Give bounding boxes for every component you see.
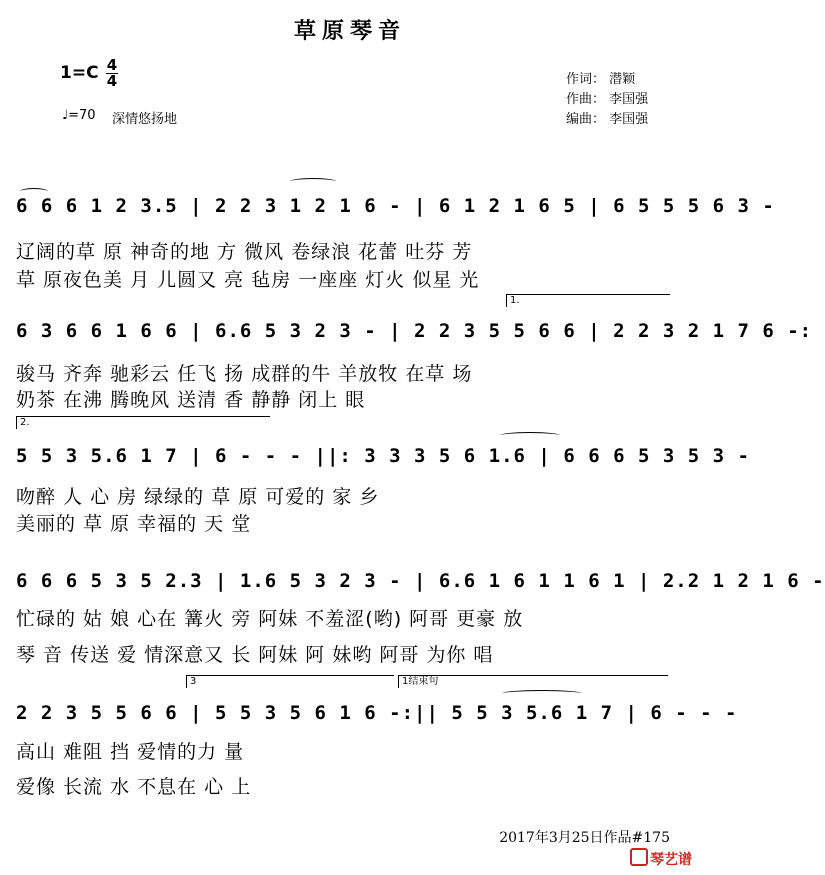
credits bbox=[566, 70, 648, 130]
lyric-line-4-verse-1: 忙碌的 姑 娘 心在 篝火 旁 阿妹 不羞涩(哟) 阿哥 更豪 放 bbox=[16, 608, 524, 630]
site-logo[interactable] bbox=[630, 848, 692, 869]
volta-bracket-2 bbox=[16, 416, 270, 429]
volta-bracket-1 bbox=[506, 294, 670, 307]
notation-line-4: 6 6 6 5 3 5 2.3 | 1.6 5 3 2 3 - | 6.6 1 6 1 1 6 1 | 2.2 1 2 1 6 - bbox=[16, 570, 825, 592]
time-signature-bottom: 4 bbox=[106, 72, 118, 90]
credit-arranger: 编曲： 李国强 bbox=[566, 112, 649, 127]
volta-label-3: 3 bbox=[190, 676, 197, 687]
key-signature: 1=C bbox=[60, 63, 99, 83]
credit-composer: 作曲： 李国强 bbox=[566, 92, 649, 107]
time-signature bbox=[106, 58, 118, 89]
expression-marking: 深情悠扬地 bbox=[112, 112, 178, 127]
volta-label-2: 2. bbox=[20, 417, 30, 428]
lyric-line-3-verse-1: 吻醉 人 心 房 绿绿的 草 原 可爱的 家 乡 bbox=[16, 486, 380, 508]
slur-mark bbox=[502, 690, 582, 697]
lyric-line-5-verse-2: 爱像 长流 水 不息在 心 上 bbox=[16, 776, 252, 798]
lyric-line-4-verse-2: 琴 音 传送 爱 情深意又 长 阿妹 阿 妹哟 阿哥 为你 唱 bbox=[16, 644, 494, 666]
lyric-line-1-verse-2: 草 原夜色美 月 儿圆又 亮 毡房 一座座 灯火 似星 光 bbox=[16, 269, 480, 291]
volta-label-4: 1结束句 bbox=[402, 676, 439, 687]
logo-text: 琴艺谱 bbox=[650, 852, 692, 868]
lyric-line-5-verse-1: 高山 难阻 挡 爱情的力 量 bbox=[16, 741, 245, 763]
lyric-line-2-verse-1: 骏马 齐奔 驰彩云 任飞 扬 成群的牛 羊放牧 在草 场 bbox=[16, 363, 473, 385]
credit-lyricist: 作词： 潜颖 bbox=[566, 72, 636, 87]
volta-label-1: 1. bbox=[510, 295, 520, 306]
time-signature-top: 4 bbox=[106, 56, 118, 74]
notation-line-3: 5 5 3 5.6 1 7 | 6 - - - ||: 3 3 3 5 6 1.6 | 6 6 6 5 3 5 3 - bbox=[16, 445, 750, 467]
volta-bracket-4 bbox=[398, 675, 668, 688]
lyric-line-2-verse-2: 奶茶 在沸 腾晚风 送清 香 静静 闭上 眼 bbox=[16, 389, 366, 411]
slur-mark bbox=[20, 188, 48, 195]
notation-line-5: 2 2 3 5 5 6 6 | 5 5 3 5 6 1 6 -:|| 5 5 3 5.6 1 7 | 6 - - - bbox=[16, 702, 738, 724]
footer-date: 2017年3月25日作品#175 bbox=[499, 830, 670, 846]
lyric-line-3-verse-2: 美丽的 草 原 幸福的 天 堂 bbox=[16, 513, 252, 535]
notation-line-2: 6 3 6 6 1 6 6 | 6.6 5 3 2 3 - | 2 2 3 5 5 6 6 | 2 2 3 2 1 7 6 -: bbox=[16, 320, 813, 342]
slur-mark bbox=[290, 178, 336, 185]
lyric-line-1-verse-1: 辽阔的草 原 神奇的地 方 微风 卷绿浪 花蕾 吐芬 芳 bbox=[16, 241, 473, 263]
logo-icon bbox=[630, 848, 648, 866]
song-title: 草原琴音 bbox=[293, 18, 406, 44]
slur-mark bbox=[500, 432, 560, 439]
notation-line-1: 6 6 6 1 2 3.5 | 2 2 3 1 2 1 6 - | 6 1 2 1 6 5 | 6 5 5 5 6 3 - bbox=[16, 195, 775, 217]
tempo-marking: ♩=70 bbox=[62, 108, 96, 123]
volta-bracket-3 bbox=[186, 675, 394, 688]
